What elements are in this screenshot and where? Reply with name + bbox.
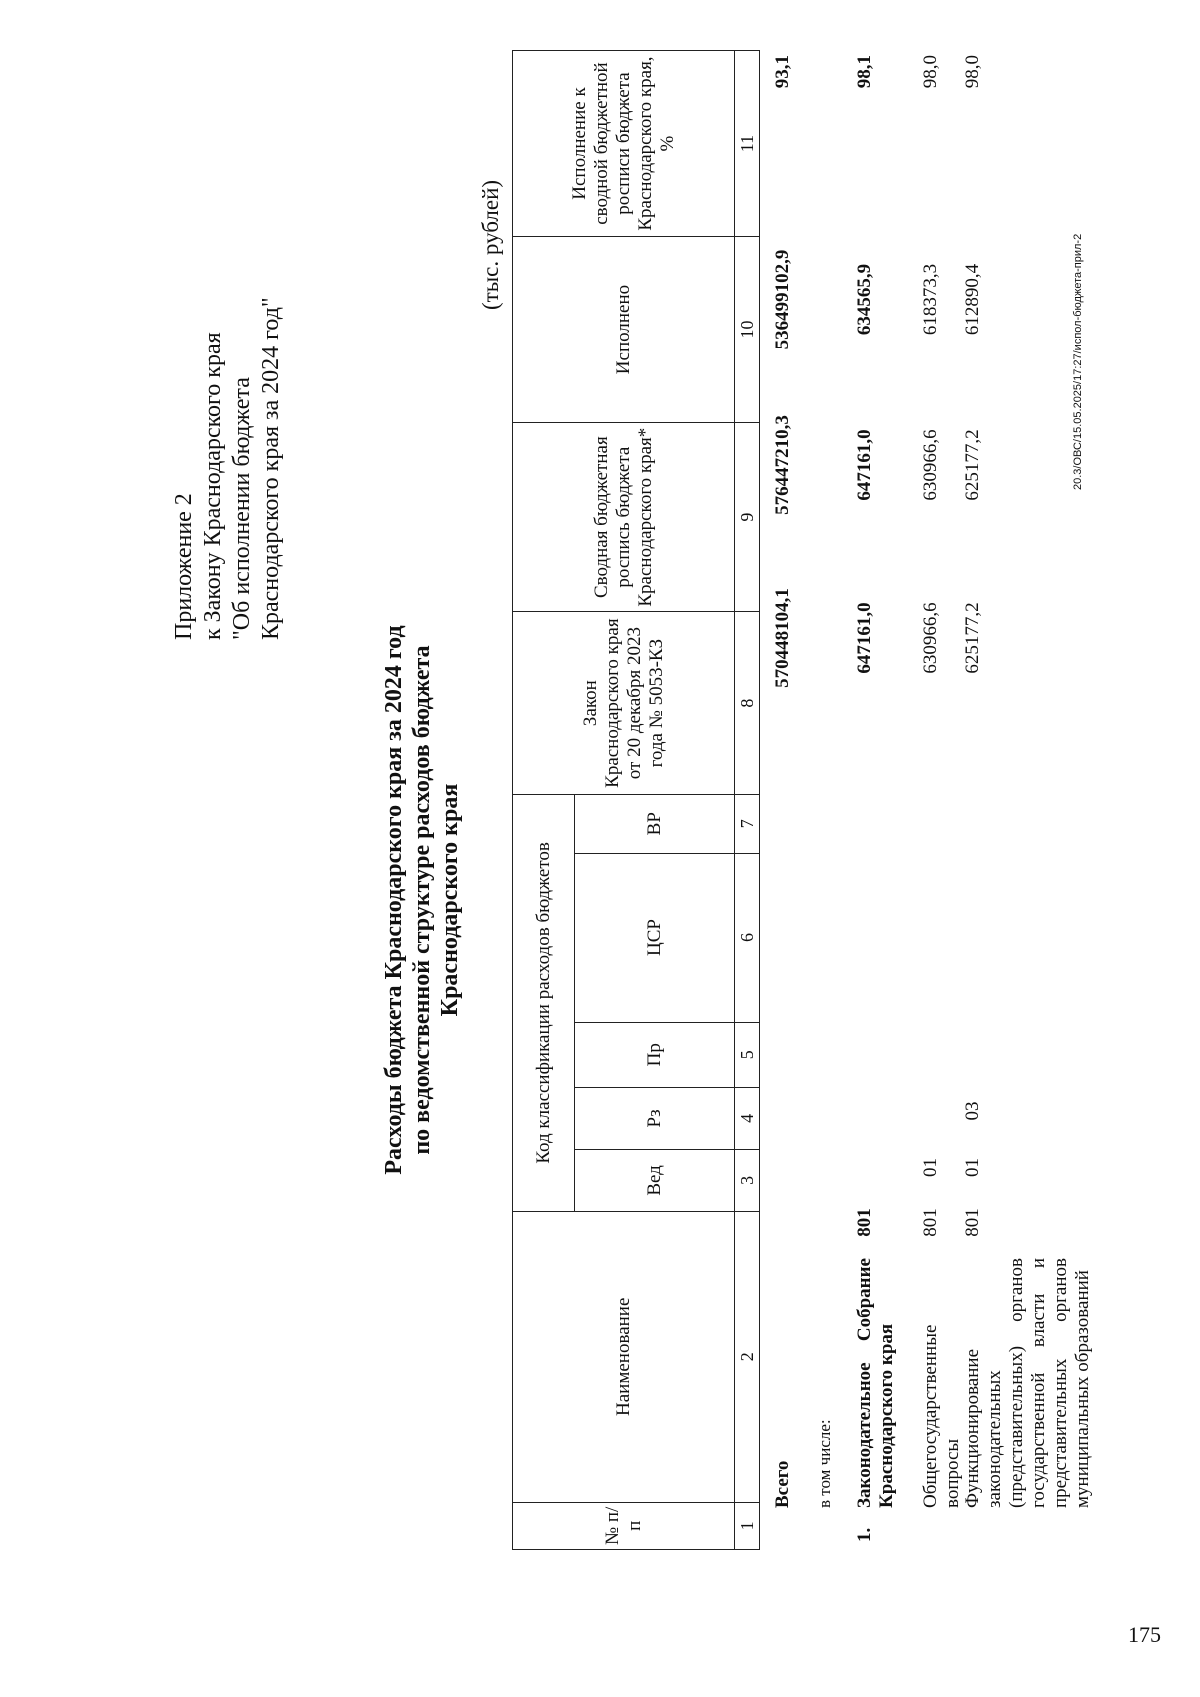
column-number: 2 xyxy=(735,1211,760,1502)
document-title xyxy=(380,410,464,1390)
header-percent: Исполнение к сводной бюджетной росписи бюджета Краснодарского края, % xyxy=(513,51,735,237)
row-law: 630966,6 xyxy=(920,602,941,674)
row-name: Функционирование законодательных (представительных) органов государственной власти и представительных органов муниципальных образований xyxy=(962,1258,1093,1508)
header-classification: Код классификации расходов бюджетов xyxy=(513,794,575,1211)
row-list: 630966,6 xyxy=(920,429,941,501)
row-name: Всего xyxy=(772,1460,793,1508)
title-line: по ведомственной структуре расходов бюджета xyxy=(409,645,435,1155)
row-ved: 801 xyxy=(920,1208,941,1237)
header-vr: ВР xyxy=(575,794,735,853)
column-number: 9 xyxy=(735,423,760,612)
row-name: Общегосударственные вопросы xyxy=(920,1324,963,1508)
column-number: 7 xyxy=(735,794,760,853)
row-list: 576447210,3 xyxy=(772,415,793,515)
appendix-line: "Об исполнении бюджета xyxy=(229,377,255,640)
header-ved: Вед xyxy=(575,1149,735,1211)
row-executed: 612890,4 xyxy=(962,263,983,336)
row-executed: 634565,9 xyxy=(854,263,875,336)
header-csr: ЦСР xyxy=(575,853,735,1022)
appendix-header xyxy=(170,200,286,640)
column-number: 5 xyxy=(735,1022,760,1087)
row-law: 625177,2 xyxy=(962,602,983,674)
header-num: № п/п xyxy=(513,1502,735,1549)
header-executed: Исполнено xyxy=(513,237,735,423)
column-number: 6 xyxy=(735,853,760,1022)
row-ved: 801 xyxy=(854,1208,875,1237)
header-list: Сводная бюджетная роспись бюджета Краснодарского края* xyxy=(513,423,735,612)
document-stamp: 20.3/ОВС/15.05.2025/17:27/испол-бюджета-прил-2 xyxy=(1072,233,1084,490)
row-list: 625177,2 xyxy=(962,429,983,501)
column-number: 1 xyxy=(735,1502,760,1549)
row-executed: 536499102,9 xyxy=(772,249,793,350)
row-pr: 03 xyxy=(962,1101,983,1121)
row-list: 647161,0 xyxy=(854,429,875,501)
row-num: 1. xyxy=(854,1527,875,1542)
row-rz: 01 xyxy=(920,1158,941,1177)
units-label: (тыс. рублей) xyxy=(478,179,503,310)
row-name: Законодательное Собрание Краснодарского края xyxy=(854,1258,897,1508)
row-rz: 01 xyxy=(962,1158,983,1177)
header-rz: Рз xyxy=(575,1087,735,1149)
expenditure-table-header xyxy=(512,50,760,1550)
appendix-line: Краснодарского края за 2024 год" xyxy=(258,297,284,640)
appendix-line: Приложение 2 xyxy=(171,493,197,640)
column-number: 3 xyxy=(735,1149,760,1211)
row-percent: 98,0 xyxy=(920,55,941,89)
row-percent: 98,1 xyxy=(854,55,875,89)
column-number: 11 xyxy=(735,51,760,237)
row-percent: 93,1 xyxy=(772,55,793,89)
page-number: 175 xyxy=(1128,1622,1161,1647)
appendix-line: к Закону Краснодарского края xyxy=(200,332,226,640)
header-pr: Пр xyxy=(575,1022,735,1087)
row-law: 570448104,1 xyxy=(772,588,793,688)
landscape-page xyxy=(50,40,1110,1640)
row-law: 647161,0 xyxy=(854,602,875,674)
header-law: Закон Краснодарского края от 20 декабря 2023 года № 5053-КЗ xyxy=(513,612,735,795)
row-name: в том числе: xyxy=(815,1419,834,1508)
column-number: 10 xyxy=(735,237,760,423)
column-number: 4 xyxy=(735,1087,760,1149)
row-ved: 801 xyxy=(962,1208,983,1237)
title-line: Краснодарского края xyxy=(437,783,463,1017)
title-line: Расходы бюджета Краснодарского края за 2024 год xyxy=(381,625,407,1175)
column-number: 8 xyxy=(735,612,760,795)
row-percent: 98,0 xyxy=(962,55,983,89)
row-executed: 618373,3 xyxy=(920,263,941,336)
header-name: Наименование xyxy=(513,1211,735,1502)
